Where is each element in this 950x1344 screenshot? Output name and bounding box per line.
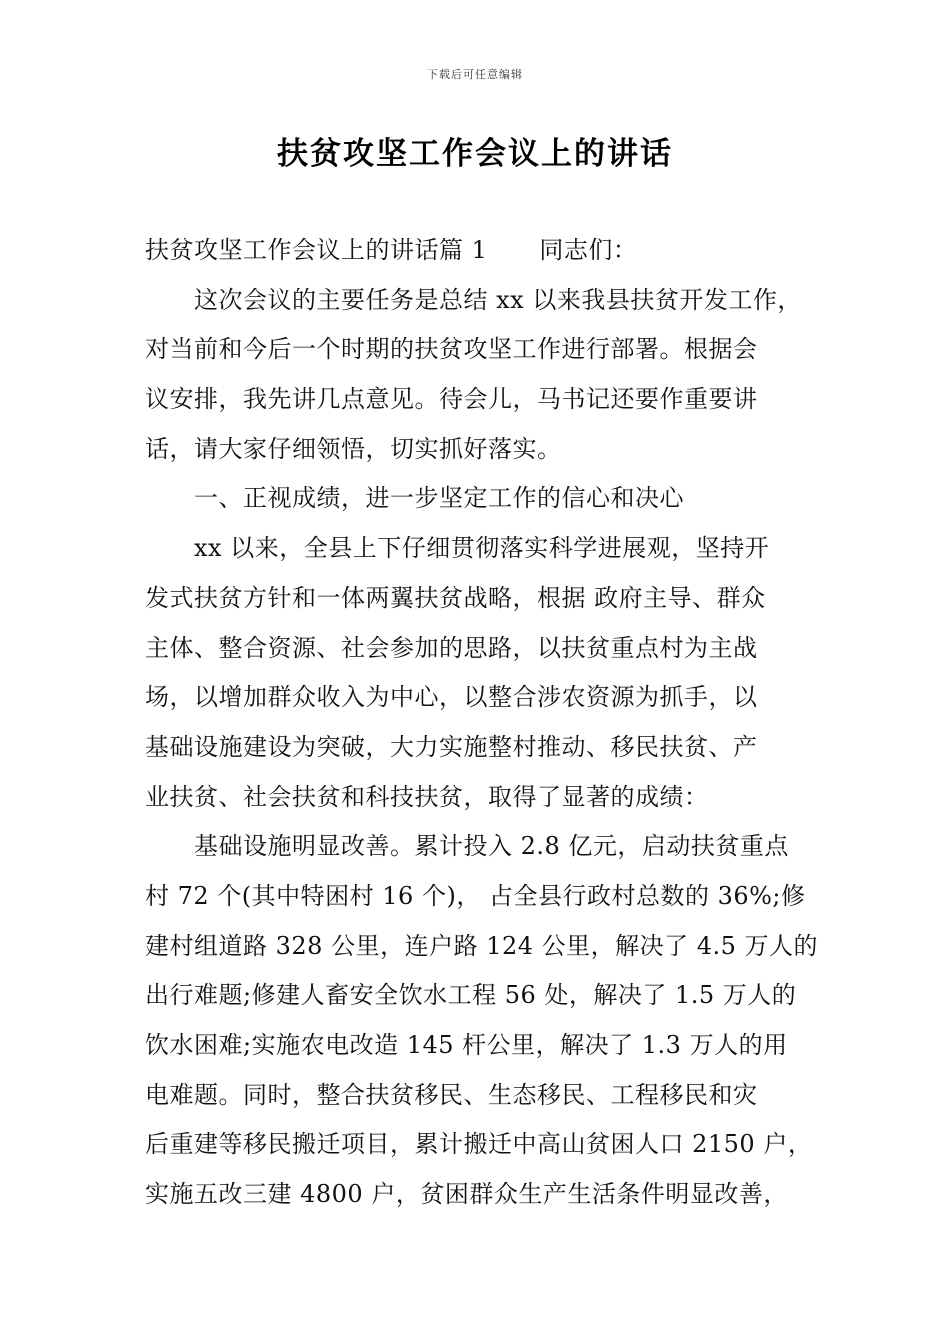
paragraph-line: 对当前和今后一个时期的扶贫攻坚工作进行部署。根据会	[145, 335, 758, 364]
paragraph-line: 这次会议的主要任务是总结 xx 以来我县扶贫开发工作，	[194, 285, 802, 314]
paragraph-line: 饮水困难;实施农电改造 145 杆公里，解决了 1.3 万人的用	[145, 1031, 788, 1059]
paragraph-line: 基础设施建设为突破，大力实施整村推动、移民扶贫、产	[145, 732, 758, 761]
document-title: 扶贫攻坚工作会议上的讲话	[277, 136, 673, 172]
paragraph-line: 后重建等移民搬迁项目，累计搬迁中高山贫困人口 2150 户，	[145, 1130, 813, 1159]
document-body	[145, 226, 819, 1220]
paragraph-line: xx 以来，全县上下仔细贯彻落实科学进展观，坚持开	[194, 534, 770, 563]
paragraph-line: 主体、整合资源、社会参加的思路，以扶贫重点村为主战	[145, 633, 758, 662]
paragraph-line: 场，以增加群众收入为中心，以整合涉农资源为抓手，以	[145, 683, 758, 712]
paragraph-line: 实施五改三建 4800 户，贫困群众生产生活条件明显改善，	[145, 1180, 788, 1209]
paragraph-line: 建村组道路 328 公里，连户路 124 公里，解决了 4.5 万人的	[145, 931, 819, 960]
paragraph-line: 电难题。同时，整合扶贫移民、生态移民、工程移民和灾	[145, 1080, 758, 1109]
header-note: 下载后可任意编辑	[427, 68, 523, 81]
opening-line	[145, 226, 805, 276]
paragraph-line: 出行难题;修建人畜安全饮水工程 56 处，解决了 1.5 万人的	[145, 981, 797, 1010]
paragraph-line: 业扶贫、社会扶贫和科技扶贫，取得了显著的成绩：	[145, 782, 709, 811]
section-heading: 扶贫攻坚工作会议上的讲话篇 1	[145, 236, 488, 264]
paragraph-line: 基础设施明显改善。累计投入 2.8 亿元，启动扶贫重点	[194, 832, 789, 861]
salutation: 同志们：	[539, 236, 638, 264]
paragraph-line: 话，请大家仔细领悟，切实抓好落实。	[145, 434, 562, 463]
section-heading-line: 一、正视成绩，进一步坚定工作的信心和决心	[194, 484, 684, 513]
paragraph-line: 议安排，我先讲几点意见。待会儿，马书记还要作重要讲	[145, 385, 758, 414]
paragraph-line: 发式扶贫方针和一体两翼扶贫战略，根据 政府主导、群众	[145, 583, 766, 612]
paragraph-line: 村 72 个(其中特困村 16 个)， 占全县行政村总数的 36%;修	[145, 881, 806, 910]
